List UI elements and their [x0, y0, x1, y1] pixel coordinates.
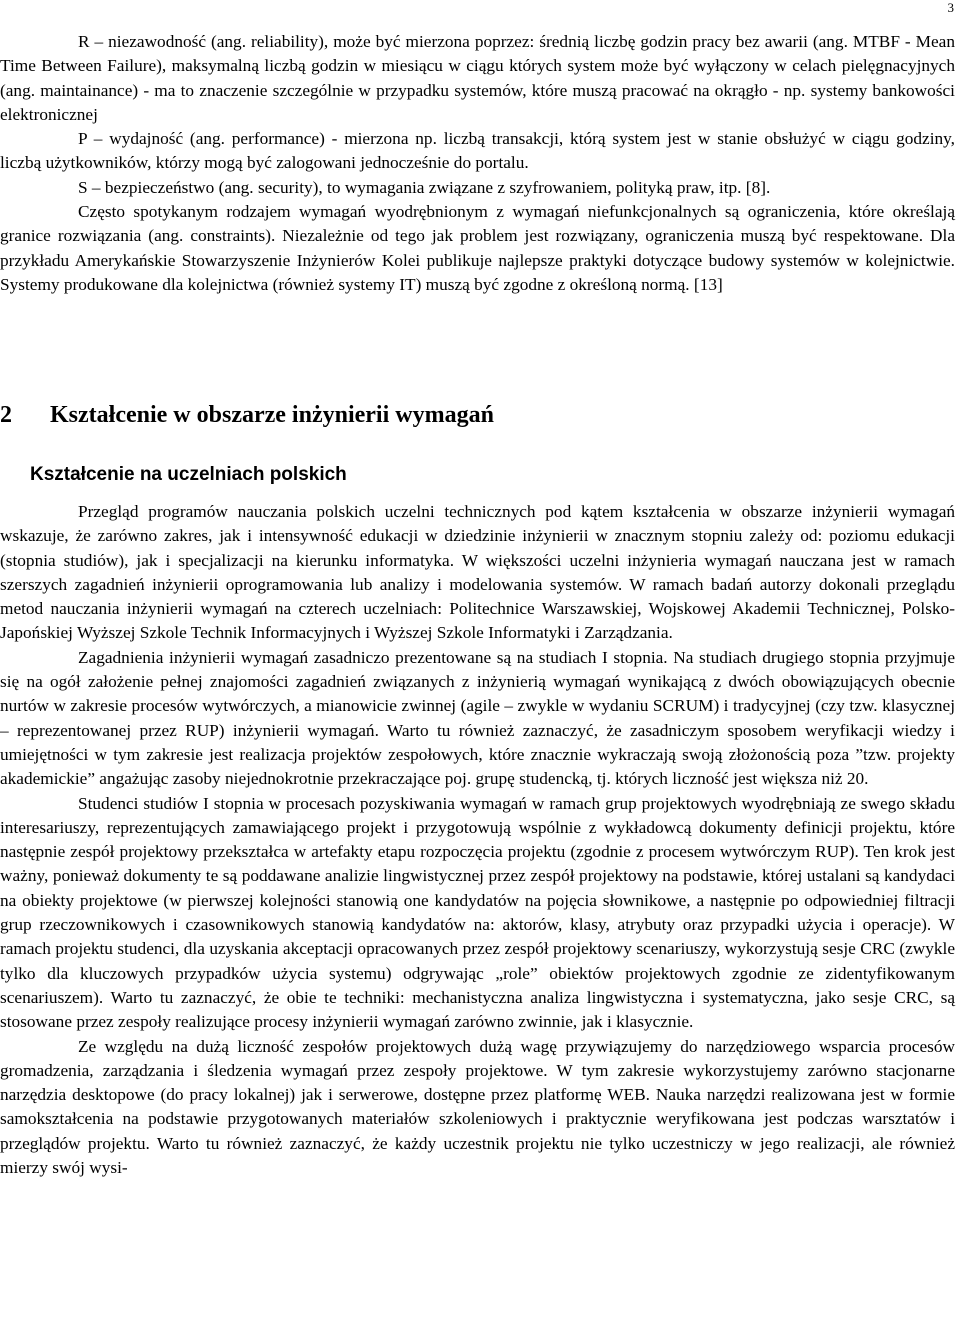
paragraph-security: S – bezpieczeństwo (ang. security), to wymagania związane z szyfrowaniem, polityką praw, itp. [8]. — [78, 177, 771, 197]
paragraph-student-projects: Studenci studiów I stopnia w procesach pozyskiwania wymagań w ramach grup projektowych wyodrębniają ze swego składu interesariuszy, reprezentujących zamawiającego projekt i przygotowują wspólnie z wykładowcą dokumenty definicji projektu, które następnie zespół projektowy przekształca w artefakty etapu rozpoczęcia projektu (zgodnie z procesem wytwórczym RUP). Ten krok jest ważny, ponieważ dokumenty te są poddawane analizie lingwistycznej przez zespół projektowy na podstawie, której ustalani są kandydaci na obiekty projektowe (w pierwszej kolejności stanowią one kandydatów na pojęcia słownikowe, a następnie po odpowiedniej filtracji grup rzeczownikowych i czasownikowych stanowią kandydatów na: aktorów, klasy, atrybuty oraz przypadki użycia i operacje). W ramach projektu studenci, dla uzyskania akceptacji opracowanych przez zespół projektowy scenariuszy, wykorzystują sesje CRC (zwykle tylko dla kluczowych przypadków użycia systemu) odgrywając „role” obiektów projektowych zgodnie ze zidentyfikowanym scenariuszem). Warto tu zaznaczyć, że obie te techniki: mechanistyczna analiza lingwistyczna i systematyczna, jako sesje CRC, są stosowane przez zespoły realizujące procesy inżynierii wymagań zarówno zwinnie, jak i klasycznie. — [0, 793, 955, 1032]
nonfunctional-requirements-list — [0, 30, 955, 297]
section-number: 2 — [0, 402, 12, 428]
paragraph-performance: P – wydajność (ang. performance) - mierzona np. liczbą transakcji, którą system jest w stanie obsłużyć w ciągu godziny, liczbą użytkowników, którzy mogą być zalogowani jednocześnie do portalu. — [0, 129, 955, 173]
paragraph-curriculum-review: Przegląd programów nauczania polskich uczelni technicznych pod kątem kształcenia w obszarze inżynierii wymagań wskazuje, że zarówno zakres, jak i intensywność edukacji w dziedzinie inżynierii w znacznym stopniu zależy od: poziomu edukacji (stopnia studiów), jak i specjalizacji na kierunku informatyka. W większości uczelni inżynieria wymagań nauczana jest w ramach szerszych zagadnień inżynierii oprogramowania lub analizy i modelowania systemów. W ramach badań autorzy dokonali przeglądu metod nauczania inżynierii wymagań na czterech uczelniach: Politechnice Warszawskiej, Wojskowej Akademii Technicznej, Polsko-Japońskiej Wyższej Szkole Technik Informacyjnych i Wyższej Szkole Informatyki i Zarządzania. — [0, 502, 955, 643]
page-number: 3 — [947, 0, 954, 15]
subsection-heading: Kształcenie na uczelniach polskich — [30, 464, 347, 485]
paragraph-study-levels: Zagadnienia inżynierii wymagań zasadniczo prezentowane są na studiach I stopnia. Na studiach drugiego stopnia przyjmuje się na ogół założenie pełnej znajomości zagadnień związanych z inżynierią wymagań wynikającą z dwóch obowiązujących obecnie nurtów w zakresie procesów wytwórczych, a mianowicie zwinnej (agile – zwykle w wydaniu SCRUM) i tradycyjnej (czy tzw. klasycznej – reprezentowanej przez RUP) inżynierii wymagań. Warto tu również zaznaczyć, że zasadniczym sposobem weryfikacji wiedzy i umiejętności w tym zakresie jest realizacja projektów zespołowych, które znacznie wykraczają swoją złożonością poza ”tzw. projekty akademickie” angażując zasoby niejednokrotnie przekraczające poj. grupę studencką, tj. których liczność jest większa niż 20. — [0, 647, 955, 789]
paragraph-constraints: Często spotykanym rodzajem wymagań wyodrębnionym z wymagań niefunkcjonalnych są ograniczenia, które określają granice rozwiązania (ang. constraints). Niezależnie od tego jak problem jest rozwiązany, ograniczenia muszą być respektowane. Dla przykładu Amerykańskie Stowarzyszenie Inżynierów Kolei publikuje najlepsze praktyki dotyczące budowy systemów w kolejnictwie. Systemy produkowane dla kolejnictwa (również systemy IT) muszą być zgodne z określoną normą. [13] — [0, 202, 955, 294]
paragraph-tool-support: Ze względu na dużą liczność zespołów projektowych dużą wagę przywiązujemy do narzędziowego wsparcia procesów gromadzenia, zarządzania i śledzenia wymagań przez zespoły projektowe. W tym zakresie wykorzystujemy zarówno stacjonarne narzędzia desktopowe (do pracy lokalnej) jak i serwerowe, dostępne przez platformę WEB. Nauka narzędzi realizowana jest w formie samokształcenia na podstawie przygotowanych materiałów szkoleniowych i praktycznie weryfikowana jest podczas warsztatów i przeglądów projektu. Warto tu również zaznaczyć, że każdy uczestnik projektu nie tylko uczestniczy w jego realizacji, ale również mierzy swój wysi- — [0, 1036, 955, 1178]
paragraph-reliability: R – niezawodność (ang. reliability), może być mierzona poprzez: średnią liczbę godzin pracy bez awarii (ang. MTBF - Mean Time Between Failure), maksymalną liczbą godzin w miesiącu w ciągu których system może być wyłączony w celach pielęgnacyjnych (ang. maintainance) - ma to znaczenie szczególnie w przypadku systemów, które muszą pracować na okrągło - np. systemy bankowości elektronicznej — [0, 32, 955, 124]
section-heading — [0, 400, 494, 430]
section-title: Kształcenie w obszarze inżynierii wymagań — [50, 402, 494, 428]
section-body — [0, 500, 955, 1180]
